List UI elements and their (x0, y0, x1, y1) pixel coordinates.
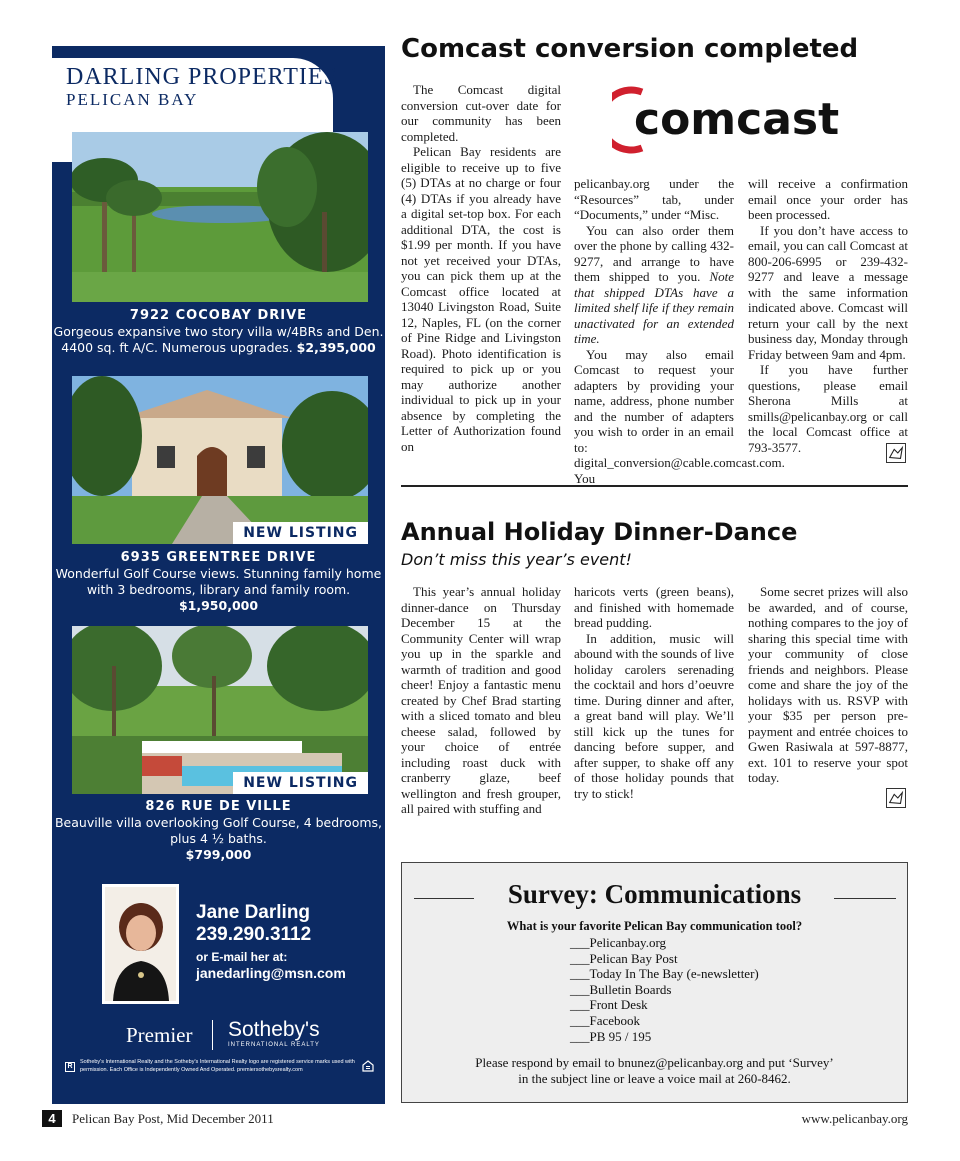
article-paragraph: In addition, music will abound with the sounds of live holiday carolers serenading the cocktail and hors d’oeuvre time. During dinner and after, a great band will play. We’ll still kick up the tunes for dancing before supper, and after supper, to shake off any of those holiday pounds that try to stick! (574, 630, 734, 801)
brand-sothebys-sub: INTERNATIONAL REALTY (228, 1042, 320, 1048)
article-paragraph: This year’s annual holiday dinner-dance on Thursday December 15 at the Community Center will wrap you up in the sparkle and warmth of tradition and good cheer! Enjoy a fantastic menu created by Chef Brad starting with a sliced tomato and bleu cheese salad, followed by your choice of entrée including roast duck with cranberry glaze, beef wellington and fresh grouper, all paired with stuffing and (401, 584, 561, 816)
article-paragraph (574, 223, 734, 347)
listing-address: 826 RUE DE VILLE (145, 799, 292, 814)
survey-title: Survey: Communications (507, 879, 802, 909)
dinner-subhead: Don’t miss this year’s event! (401, 550, 632, 569)
listing-price: $799,000 (185, 847, 252, 862)
article-paragraph: If you have further questions, please email Sherona Mills at smills@pelicanbay.org or call the local Comcast office at 793-3577. (748, 362, 908, 455)
dinner-column-3 (748, 584, 908, 786)
equal-housing-icon (362, 1060, 374, 1072)
new-listing-badge: NEW LISTING (233, 772, 368, 794)
survey-instructions-line: in the subject line or leave a voice mail at 260-8462. (518, 1071, 791, 1086)
listing-photo-1 (72, 132, 368, 302)
dinner-column-1 (401, 584, 561, 817)
survey-option: ___Pelicanbay.org (570, 935, 667, 950)
survey-instructions-line: Please respond by email to bnunez@pelicanbay.org and put ‘Survey’ (475, 1055, 834, 1070)
comcast-headline: Comcast conversion completed (401, 34, 859, 64)
survey-option: ___PB 95 / 195 (570, 1028, 652, 1044)
pelican-end-icon (886, 788, 906, 808)
article-text: You can also order them over the phone by calling 432-9277, and arrange to have them shipped to you. (574, 222, 734, 284)
survey-box (401, 862, 908, 1103)
real-estate-ad (52, 46, 385, 1104)
survey-question: What is your favorite Pelican Bay communication tool? (506, 919, 803, 933)
article-paragraph: The Comcast digital conversion cut-over date for our community has been completed. (401, 82, 561, 144)
comcast-logo-text: comcast (634, 94, 840, 145)
survey-option: ___Facebook (570, 1012, 641, 1028)
dinner-column-2 (574, 584, 734, 801)
agent-photo (102, 884, 179, 1004)
survey-option: ___Today In The Bay (e-newsletter) (570, 966, 759, 982)
listing-description: Beauville villa overlooking Golf Course, 4 bedrooms, plus 4 ½ baths. (54, 815, 383, 846)
website-link[interactable]: www.pelicanbay.org (801, 1111, 908, 1126)
realtor-icon: R (65, 1062, 75, 1072)
comcast-logo (612, 84, 872, 154)
listing-price: $1,950,000 (178, 598, 259, 613)
listing-photo-3 (72, 626, 368, 794)
brand-sothebys: Sotheby's (228, 1018, 320, 1041)
agent-phone[interactable]: 239.290.3112 (196, 924, 312, 945)
article-paragraph: Pelican Bay residents are eligible to receive up to five (5) DTAs at no charge or four (4) DTAs if you already have a digital set-top box. For each additional DTA, the cost is $1.99 per month. If you have not yet received your DTAs, you can pick them up at the Comcast office located at 13040 Livingston Road, Suite 12, Naples, FL (on the corner of Pine Ridge and Livingston Road). Photo identification is required to pick up or you may authorize another individual to pick up in your absence by completing the Letter of Authorization found on (401, 144, 561, 454)
listing-3 (52, 799, 385, 863)
listing-1 (52, 308, 385, 356)
section-divider (401, 485, 908, 487)
pelican-end-icon (886, 443, 906, 463)
ad-title: DARLING PROPERTIES (66, 64, 338, 90)
agent-email-link[interactable]: janedarling@msn.com (196, 965, 346, 981)
survey-instructions (402, 1055, 907, 1087)
ad-subtitle: PELICAN BAY (66, 90, 199, 109)
dinner-headline: Annual Holiday Dinner-Dance (401, 518, 798, 546)
listing-description: Wonderful Golf Course views. Stunning family home with 3 bedrooms, library and family room. (55, 566, 382, 597)
comcast-column-1 (401, 82, 561, 454)
publication-name: Pelican Bay Post, Mid December 2011 (72, 1111, 274, 1126)
survey-option: ___Bulletin Boards (570, 981, 672, 997)
article-paragraph: will receive a confirmation email once your order has been processed. (748, 176, 908, 222)
survey-option: ___Front Desk (570, 997, 648, 1013)
new-listing-badge: NEW LISTING (233, 522, 368, 544)
article-paragraph: haricots verts (green beans), and finished with homemade bread pudding. (574, 584, 734, 630)
brand-premier: Premier (126, 1023, 193, 1047)
page-number: 4 (42, 1110, 62, 1127)
listing-address: 7922 COCOBAY DRIVE (129, 308, 308, 323)
article-paragraph: pelicanbay.org under the “Resources” tab, under “Documents,” under “Misc. (574, 176, 734, 222)
comcast-column-3 (748, 176, 908, 455)
article-paragraph: If you don’t have access to email, you can call Comcast at 800-206-6995 or 239-432-9277 and leave a message with the same information indicated above. Comcast will return your call by the next business day, Monday through Friday between 9am and 4pm. (748, 222, 908, 362)
brand-divider (212, 1020, 213, 1050)
listing-2 (52, 550, 385, 614)
agent-email-prompt: or E-mail her at: (196, 950, 288, 964)
article-paragraph: Some secret prizes will also be awarded, and of course, nothing compares to the joy of sharing this special time with your community of close friends and neighbors. Please come and share the joy of the holidays with us. RSVP with your $35 per person pre-payment and entrée choices to Gwen Rasiwala at 597-8877, ext. 101 to reserve your spot today. (748, 584, 908, 785)
listing-price: $2,395,000 (296, 340, 376, 355)
listing-description: Gorgeous expansive two story villa w/4BRs and Den. 4400 sq. ft A/C. Numerous upgrades. (53, 324, 384, 355)
ad-disclaimer: Sotheby's International Realty and the Sotheby's International Realty logo are registered service marks used with permission. Each Office is Independently Owned And Operated. premiersothebysrealty.com (80, 1059, 355, 1073)
article-note: Note that shipped DTAs have a limited shelf life if they remain unactivated for an extended time. (574, 269, 735, 346)
listing-photo-2 (72, 376, 368, 544)
comcast-column-2 (574, 176, 785, 486)
survey-option: ___Pelican Bay Post (570, 950, 678, 966)
survey-options (570, 935, 759, 1044)
listing-address: 6935 GREENTREE DRIVE (120, 550, 317, 565)
article-paragraph: You may also email Comcast to request your adapters by providing your name, address, phone number and the number of adapters you wish to order in an email to: digital_conversion@cable.comcast.com. You (574, 346, 785, 486)
agent-name: Jane Darling (196, 902, 311, 923)
